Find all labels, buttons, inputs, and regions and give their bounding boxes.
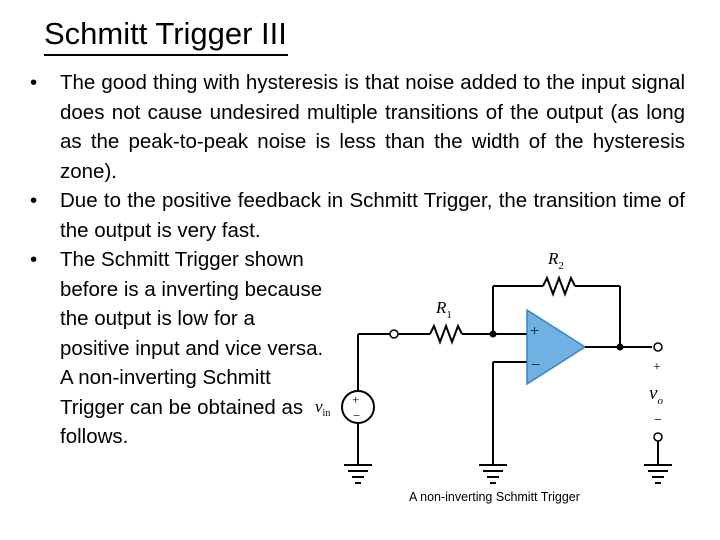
output-minus-sign: − [654, 413, 662, 428]
figure-caption: A non-inverting Schmitt Trigger [409, 490, 580, 504]
bullet-item [30, 186, 685, 245]
r2-label: $R_2$ [548, 249, 564, 272]
input-terminal [390, 330, 398, 338]
r2-resistor [543, 278, 575, 294]
ground-symbol-source [344, 465, 372, 483]
source-minus-sign: − [353, 408, 361, 423]
vo-label: $v_o$ [649, 383, 663, 407]
r1-resistor [430, 326, 462, 342]
bullet-text: The good thing with hysteresis is that noise added to the input signal does not cause undesired multiple transitions of the output (as long as the peak-to-peak noise is less than the width of the hysteresis zone). [60, 71, 685, 183]
junction-dot [490, 331, 497, 338]
bullet-text: Due to the positive feedback in Schmitt Trigger, the transition time of the output is very fast. [60, 189, 685, 242]
source-plus-sign: + [352, 392, 360, 407]
junction-dot [617, 344, 624, 351]
slide-title: Schmitt Trigger III [44, 14, 288, 56]
r1-label: $R_1$ [436, 298, 452, 321]
bullet-dot: • [30, 71, 38, 94]
vin-label: $v_{in}$ [315, 397, 331, 419]
output-terminal-top [654, 343, 662, 351]
output-plus-sign: + [653, 360, 661, 375]
bullet-text: The Schmitt Trigger shown before is a inverting because the output is low for a positive input and vice versa. A non-inverting Schmitt Trigger can be obtained as follows. [60, 248, 324, 448]
opamp-minus-sign: − [531, 357, 541, 374]
bullet-item [30, 68, 685, 186]
output-terminal-bottom [654, 433, 662, 441]
opamp-plus-sign: + [530, 323, 540, 340]
ground-symbol-opamp [479, 465, 507, 483]
ground-symbol-output [644, 465, 672, 483]
bullet-dot: • [30, 189, 38, 212]
bullet-dot: • [30, 248, 38, 271]
